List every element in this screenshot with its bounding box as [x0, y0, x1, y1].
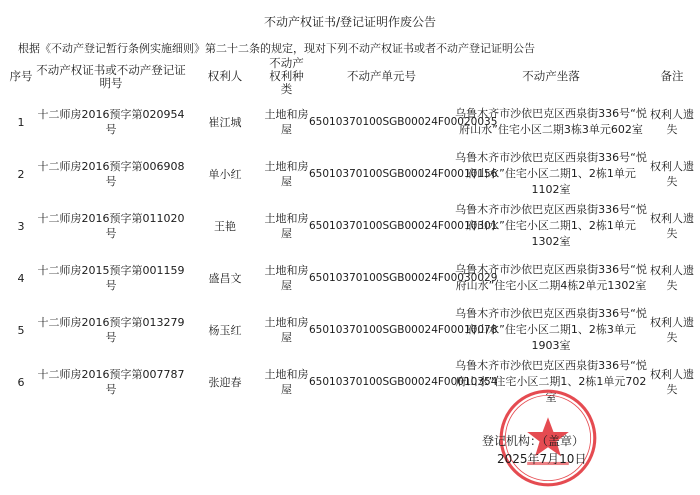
cell-seq: 1	[17, 115, 25, 129]
cell-type: 土地和房屋	[264, 108, 309, 136]
header-cert: 不动产权证书或不动产登记证明号	[36, 62, 186, 90]
cell-cert: 十二师房2016预字第006908号	[37, 160, 185, 188]
cell-holder: 盛昌文	[208, 271, 242, 285]
cell-type: 土地和房屋	[264, 316, 309, 344]
cell-note: 权利人遗失	[650, 160, 694, 188]
cell-cert: 十二师房2016预字第020954号	[37, 108, 185, 136]
cell-unit: 65010370100SGB00024F00010078	[309, 323, 498, 336]
header-holder: 权利人	[207, 69, 243, 83]
table-row	[6, 96, 696, 148]
cell-holder: 杨玉红	[208, 323, 242, 337]
header-type: 不动产权利种类	[269, 56, 304, 96]
cell-unit: 65010370100SGB00024F00020035	[309, 115, 498, 128]
cell-note: 权利人遗失	[650, 316, 694, 344]
cell-unit: 65010370100SGB00024F00010301	[309, 219, 498, 232]
header-unit: 不动产单元号	[347, 69, 416, 83]
cell-note: 权利人遗失	[650, 108, 694, 136]
notice-intro: 根据《不动产登记暂行条例实施细则》第二十二条的规定，现对下列不动产权证书或者不动产登记证明公告	[18, 42, 535, 55]
cell-location: 乌鲁木齐市沙依巴克区西泉街336号“悦府山水”住宅小区二期3栋3单元602室	[455, 107, 647, 136]
cell-cert: 十二师房2016预字第007787号	[37, 368, 185, 396]
cell-note: 权利人遗失	[650, 264, 694, 292]
table-row	[6, 252, 696, 304]
cell-seq: 2	[17, 167, 25, 181]
cell-seq: 5	[17, 323, 25, 337]
table-row	[6, 200, 696, 252]
cell-type: 土地和房屋	[264, 264, 309, 292]
cell-type: 土地和房屋	[264, 212, 309, 240]
cell-holder: 单小红	[208, 167, 242, 181]
header-seq: 序号	[9, 69, 33, 83]
cell-holder: 张迎春	[208, 375, 242, 389]
cell-location: 乌鲁木齐市沙依巴克区西泉街336号“悦府山水”住宅小区二期1、2栋3单元1903室	[455, 307, 647, 352]
cell-location: 乌鲁木齐市沙依巴克区西泉街336号“悦府山水”住宅小区二期4栋2单元1302室	[455, 263, 647, 292]
table-row	[6, 304, 696, 356]
registration-authority: 登记机构：（盖章）	[482, 434, 585, 448]
cell-unit: 65010370100SGB00024F00030029	[309, 271, 498, 284]
cell-seq: 3	[17, 219, 25, 233]
cell-location: 乌鲁木齐市沙依巴克区西泉街336号“悦府山水”住宅小区二期1、2栋1单元1102室	[455, 151, 647, 196]
cell-cert: 十二师房2016预字第013279号	[37, 316, 185, 344]
cell-note: 权利人遗失	[650, 212, 694, 240]
cell-note: 权利人遗失	[650, 368, 694, 396]
cell-cert: 十二师房2015预字第001159号	[37, 264, 185, 292]
header-note: 备注	[660, 69, 684, 83]
cell-seq: 6	[17, 375, 25, 389]
header-location: 不动产坐落	[522, 69, 580, 83]
cell-location: 乌鲁木齐市沙依巴克区西泉街336号“悦府山水”住宅小区二期1、2栋1单元702室	[455, 359, 647, 404]
cell-location: 乌鲁木齐市沙依巴克区西泉街336号“悦府山水”住宅小区二期1、2栋1单元1302室	[455, 203, 647, 248]
cancellation-table	[6, 57, 696, 408]
cell-cert: 十二师房2016预字第011020号	[37, 212, 185, 240]
cell-unit: 65010370100SGB00024F00010156	[309, 167, 498, 180]
cell-seq: 4	[17, 271, 25, 285]
cell-holder: 崔江城	[208, 115, 242, 129]
notice-title: 不动产权证书/登记证明作废公告	[263, 15, 437, 29]
cell-unit: 65010370100SGB00024F00010354	[309, 375, 498, 388]
cell-type: 土地和房屋	[264, 160, 309, 188]
notice-date: 2025年7月10日	[497, 452, 587, 466]
cell-type: 土地和房屋	[264, 368, 309, 396]
table-row	[6, 148, 696, 200]
cell-holder: 王艳	[214, 219, 236, 233]
table-header-row	[6, 57, 696, 96]
